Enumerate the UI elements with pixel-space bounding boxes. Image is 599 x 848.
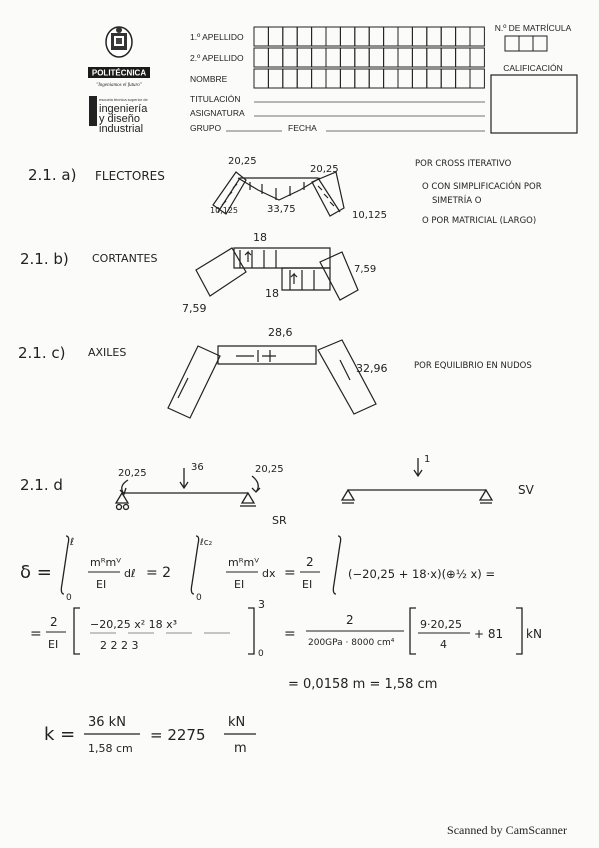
svg-text:= 2: = 2: [146, 565, 172, 581]
letter-box: [412, 27, 426, 46]
letter-box: [441, 27, 455, 46]
shear-value-left: 7,59: [182, 302, 207, 315]
svg-text:=: =: [284, 565, 296, 581]
letter-box: [398, 27, 412, 46]
section-label: 2.1. b): [20, 250, 69, 268]
virtual-load: 1: [424, 454, 431, 465]
svg-text:2: 2: [346, 613, 354, 627]
university-logo: [88, 27, 150, 88]
svg-text:ℓc₂: ℓc₂: [200, 538, 213, 548]
svg-text:9·20,25: 9·20,25: [420, 618, 462, 631]
school-line-3: industrial: [99, 123, 144, 135]
matricula-digit-box: [533, 36, 547, 51]
method-note-3: SIMETRÍA O: [432, 196, 482, 206]
university-name: POLITÉCNICA: [91, 68, 147, 78]
field-label-titulacion: TITULACIÓN: [190, 94, 241, 104]
axial-value-right: 32,96: [356, 362, 388, 375]
svg-text:0: 0: [258, 649, 264, 659]
section-title: FLECTORES: [95, 169, 165, 183]
method-note-4: O POR MATRICIAL (LARGO): [422, 216, 537, 226]
letter-box: [412, 48, 426, 67]
moment-value-left-base: 10,125: [210, 206, 238, 215]
letter-box: [268, 69, 282, 88]
deflection-equation-1: [20, 536, 495, 603]
svg-text:4: 4: [440, 638, 447, 651]
svg-text:m: m: [234, 741, 247, 756]
shear-value-bottom: 18: [265, 287, 279, 300]
field-label-apellido1: 1.º APELLIDO: [190, 32, 244, 42]
svg-text:2: 2: [306, 555, 314, 569]
svg-text:ℓ: ℓ: [70, 537, 75, 548]
svg-text:kN: kN: [526, 627, 542, 641]
section-title: AXILES: [88, 346, 127, 359]
svg-text:EI: EI: [96, 578, 107, 591]
section-2-1-b: [20, 231, 376, 315]
field-label-apellido2: 2.º APELLIDO: [190, 53, 244, 63]
section-2-1-a: [28, 156, 542, 226]
virtual-system-tag: SV: [518, 483, 534, 497]
moment-value-right: 20,25: [310, 164, 339, 175]
svg-text:EI: EI: [302, 578, 313, 591]
letter-box: [283, 48, 297, 67]
svg-text:0: 0: [196, 593, 202, 603]
svg-text:(−20,25 + 18·x)(⊕½ x) =: (−20,25 + 18·x)(⊕½ x) =: [348, 567, 496, 581]
calificacion-label: CALIFICACIÓN: [503, 63, 563, 73]
svg-text:δ =: δ =: [20, 562, 52, 583]
letter-box: [470, 69, 484, 88]
stiffness-equation: [44, 715, 256, 756]
svg-text:EI: EI: [234, 578, 245, 591]
deflection-equation-2: [30, 598, 542, 659]
letter-box: [427, 27, 441, 46]
moment-value-right-base: 10,125: [352, 210, 387, 221]
letter-box: [384, 27, 398, 46]
section-label: 2.1. c): [18, 344, 66, 362]
axial-diagram: [168, 340, 376, 418]
letter-box: [441, 48, 455, 67]
letter-box: [340, 27, 354, 46]
letter-box: [283, 27, 297, 46]
letter-box: [427, 69, 441, 88]
calificacion-box: [491, 75, 577, 133]
svg-text:2 2 2 3: 2 2 2 3: [100, 639, 139, 652]
field-label-asignatura: ASIGNATURA: [190, 108, 245, 118]
real-moment-right: 20,25: [255, 464, 284, 475]
letter-box: [470, 27, 484, 46]
svg-text:dℓ: dℓ: [124, 567, 136, 580]
deflection-result: = 0,0158 m = 1,58 cm: [288, 677, 438, 692]
letter-box: [283, 69, 297, 88]
matricula-digit-box: [519, 36, 533, 51]
real-moment-left: 20,25: [118, 468, 147, 479]
letter-box: [369, 48, 383, 67]
scanner-watermark: Scanned by CamScanner: [447, 823, 567, 837]
real-load: 36: [191, 462, 204, 473]
shear-value-right: 7,59: [354, 264, 377, 275]
matricula-label: N.º DE MATRÍCULA: [494, 23, 572, 33]
letter-box: [268, 27, 282, 46]
axial-value-top: 28,6: [268, 326, 293, 339]
letter-box: [355, 48, 369, 67]
svg-text:EI: EI: [48, 638, 59, 651]
letter-box: [441, 69, 455, 88]
letter-box: [340, 48, 354, 67]
svg-text:=: =: [30, 626, 42, 642]
letter-box: [427, 48, 441, 67]
svg-text:1,58 cm: 1,58 cm: [88, 742, 133, 755]
method-note-1: POR CROSS ITERATIVO: [415, 159, 512, 169]
moment-value-center: 33,75: [267, 204, 296, 215]
section-2-1-c: [18, 326, 532, 418]
svg-text:36 kN: 36 kN: [88, 715, 126, 730]
section-2-1-d: [20, 454, 542, 756]
school-line-1: ingeniería: [99, 103, 148, 115]
svg-text:2: 2: [50, 615, 58, 629]
svg-text:−20,25 x² 18 x³: −20,25 x² 18 x³: [90, 618, 178, 631]
letter-box: [326, 48, 340, 67]
svg-text:mᴿmⱽ: mᴿmⱽ: [228, 556, 259, 569]
letter-box: [254, 48, 268, 67]
name-letter-boxes: [254, 27, 484, 88]
letter-box: [297, 69, 311, 88]
svg-text:3: 3: [258, 598, 265, 611]
letter-box: [384, 48, 398, 67]
university-motto: "Ingeniamos el futuro": [96, 83, 142, 88]
letter-box: [456, 69, 470, 88]
letter-box: [355, 27, 369, 46]
letter-box: [456, 48, 470, 67]
letter-box: [326, 69, 340, 88]
student-form: [190, 23, 577, 133]
svg-text:0: 0: [66, 593, 72, 603]
section-label: 2.1. d: [20, 476, 63, 494]
field-label-fecha: FECHA: [288, 123, 317, 133]
moment-value-left: 20,25: [228, 156, 257, 167]
virtual-system-beam: [342, 458, 492, 503]
field-label-nombre: NOMBRE: [190, 74, 228, 84]
letter-box: [340, 69, 354, 88]
letter-box: [268, 48, 282, 67]
equilibrium-note: POR EQUILIBRIO EN NUDOS: [414, 361, 532, 371]
school-line-2: y diseño: [99, 113, 140, 125]
school-logo: [89, 96, 148, 135]
real-system-tag: SR: [272, 514, 287, 527]
section-label: 2.1. a): [28, 166, 77, 184]
svg-text:mᴿmⱽ: mᴿmⱽ: [90, 556, 121, 569]
letter-box: [312, 27, 326, 46]
letter-box: [398, 69, 412, 88]
field-label-grupo: GRUPO: [190, 123, 222, 133]
letter-box: [369, 69, 383, 88]
letter-box: [369, 27, 383, 46]
school-subtitle: escuela técnica superior de: [99, 97, 148, 102]
letter-box: [312, 48, 326, 67]
svg-text:=: =: [284, 626, 296, 642]
matricula-boxes: [505, 36, 547, 51]
letter-box: [297, 48, 311, 67]
svg-text:k =: k =: [44, 724, 76, 745]
crest-icon: [106, 27, 132, 57]
letter-box: [384, 69, 398, 88]
matricula-digit-box: [505, 36, 519, 51]
section-title: CORTANTES: [92, 252, 158, 265]
svg-text:kN: kN: [228, 715, 246, 730]
svg-text:+ 81: + 81: [474, 627, 504, 641]
letter-box: [254, 27, 268, 46]
letter-box: [470, 48, 484, 67]
letter-box: [412, 69, 426, 88]
svg-text:= 2275: = 2275: [150, 726, 206, 744]
method-note-2: O CON SIMPLIFICACIÓN POR: [422, 182, 542, 192]
letter-box: [297, 27, 311, 46]
svg-text:200GPa · 8000 cm⁴: 200GPa · 8000 cm⁴: [308, 638, 395, 648]
letter-box: [254, 69, 268, 88]
letter-box: [456, 27, 470, 46]
letter-box: [312, 69, 326, 88]
letter-box: [326, 27, 340, 46]
svg-text:dx: dx: [262, 567, 276, 580]
letter-box: [398, 48, 412, 67]
shear-value-top: 18: [253, 231, 267, 244]
letter-box: [355, 69, 369, 88]
